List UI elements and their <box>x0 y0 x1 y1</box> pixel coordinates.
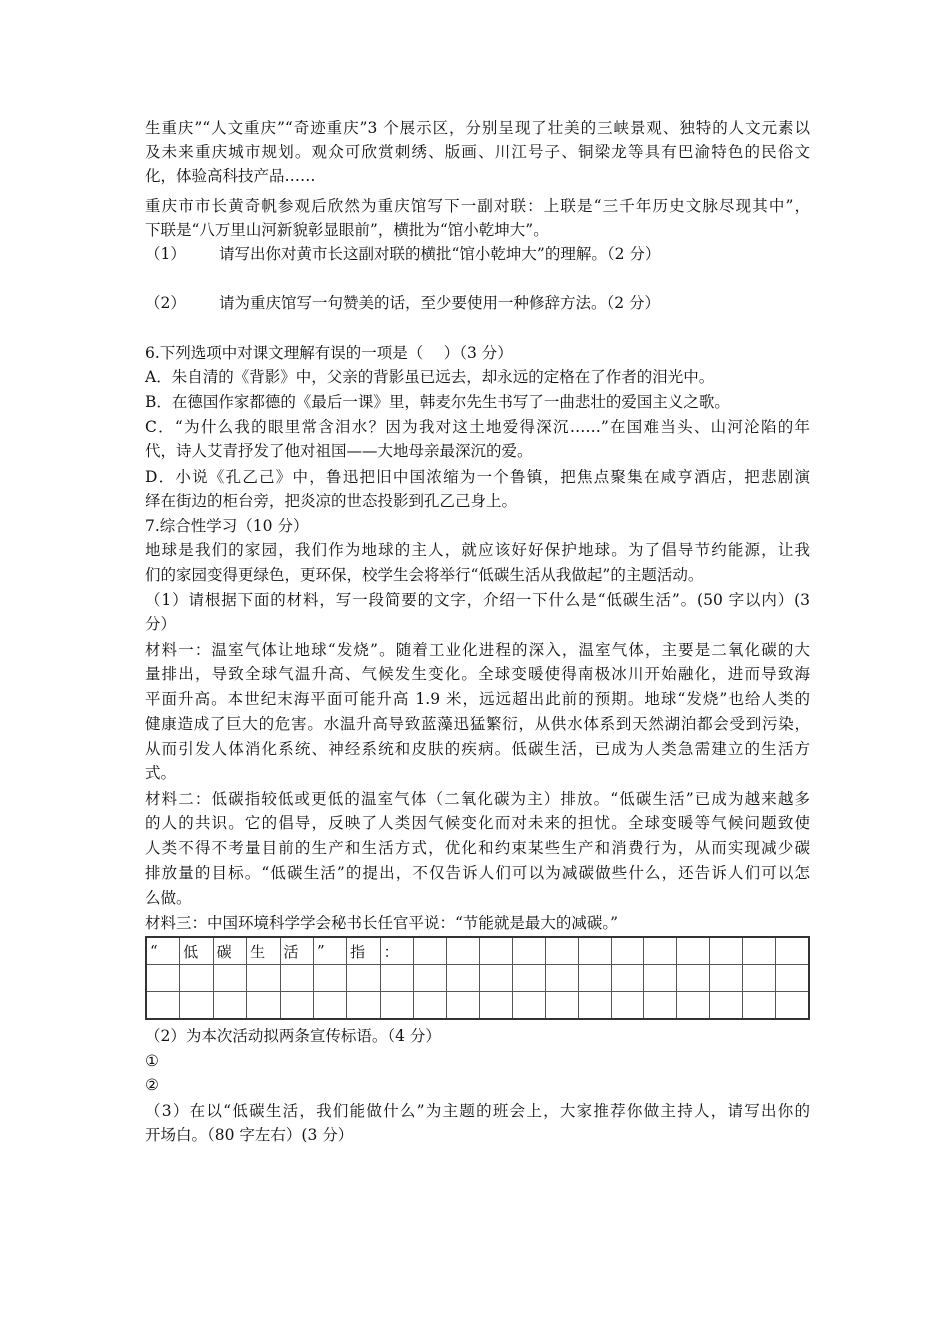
answer-grid-cell[interactable] <box>280 965 313 992</box>
q7-material-line: 材料三：中国环境科学学会秘书长任官平说：“节能就是最大的减碳。” <box>145 914 619 932</box>
q7-sub-question-3: （3）在以“低碳生活，我们能做什么”为主题的班会上，大家推荐你做主持人，请写出你的 <box>145 1102 810 1120</box>
q6-option-c: C．“为什么我的眼里常含泪水？因为我对这土地爱得深沉……”在国难当头、山河沦陷的年 <box>145 418 810 436</box>
q7-material-line: 健康造成了巨大的危害。水温升高导致蓝藻迅猛繁衍，从供水体系到天然湖泊都会受到污染， <box>145 715 810 733</box>
answer-grid-cell[interactable] <box>247 965 280 992</box>
q7-line: 们的家园变得更绿色，更环保，校学生会将举行“低碳生活从我做起”的主题活动。 <box>145 566 704 584</box>
answer-grid-cell[interactable]: 碳 <box>213 937 246 965</box>
paragraph-line: 下联是“八万里山河新貌彰显眼前”，横批为“馆小乾坤大”。 <box>145 221 549 239</box>
answer-grid-cell[interactable]: ： <box>380 937 413 965</box>
q7-material-line: 量排出，导致全球气温升高、气候发生变化。全球变暖使得南极冰川开始融化，进而导致海 <box>145 665 810 683</box>
answer-grid-cell[interactable] <box>776 937 809 965</box>
q7-material-line: 平面升高。本世纪末海平面可能升高 1.9 米，远远超出此前的预期。地球“发烧”也给人类的 <box>145 690 810 708</box>
answer-grid-cell[interactable] <box>743 965 776 992</box>
q5-sub-text: 请为重庆馆写一句赞美的话，至少要使用一种修辞方法。（2 分） <box>219 294 661 312</box>
answer-grid-cell[interactable] <box>545 992 578 1020</box>
answer-grid-row <box>146 965 809 992</box>
slogan-marker-1: ① <box>145 1052 159 1070</box>
answer-grid-cell[interactable] <box>578 992 611 1020</box>
answer-grid-cell[interactable] <box>313 965 346 992</box>
answer-grid-row <box>146 992 809 1020</box>
q7-sub-question-2: （2）为本次活动拟两条宣传标语。（4 分） <box>145 1027 441 1045</box>
paragraph-line: 生重庆”“人文重庆”“奇迹重庆”3 个展示区，分别呈现了壮美的三峡景观、独特的人文元素以 <box>145 119 810 137</box>
answer-grid-cell[interactable] <box>446 937 479 965</box>
answer-grid-cell[interactable] <box>280 992 313 1020</box>
answer-grid-cell[interactable] <box>446 992 479 1020</box>
paragraph-line: 及未来重庆城市规划。观众可欣赏刺绣、版画、川江号子、铜梁龙等具有巴渝特色的民俗文 <box>145 143 810 161</box>
answer-grid-cell[interactable] <box>414 965 447 992</box>
q7-material-line: 的人的共识。它的倡导，反映了人类因气候变化而对未来的担忧。全球变暖等气候问题致使 <box>145 814 810 832</box>
answer-grid-cell[interactable] <box>611 937 644 965</box>
q6-title: 6.下列选项中对课文理解有误的一项是（ ）（3 分） <box>145 344 513 362</box>
answer-grid-cell[interactable] <box>710 992 743 1020</box>
q5-sub-question-1 <box>145 242 660 266</box>
answer-grid-cell[interactable] <box>479 937 512 965</box>
answer-grid-cell[interactable] <box>611 965 644 992</box>
answer-grid-cell[interactable] <box>677 937 710 965</box>
answer-grid-cell[interactable] <box>578 937 611 965</box>
answer-grid-cell[interactable]: 低 <box>180 937 213 965</box>
q6-option-d-cont: 绎在街边的柜台旁，把炎凉的世态投影到孔乙己身上。 <box>145 492 518 510</box>
answer-grid-cell[interactable] <box>146 965 180 992</box>
answer-grid-cell[interactable] <box>644 992 677 1020</box>
answer-grid-cell[interactable] <box>213 965 246 992</box>
q6-option-c-cont: 代，诗人艾青抒发了他对祖国——大地母亲最深沉的爱。 <box>145 442 533 460</box>
answer-grid-cell[interactable] <box>347 992 380 1020</box>
paragraph-line: 重庆市市长黄奇帆参观后欣然为重庆馆写下一副对联：上联是“三千年历史文脉尽现其中”， <box>145 197 810 215</box>
q5-sub-question-2 <box>145 291 660 315</box>
answer-grid-cell[interactable] <box>247 992 280 1020</box>
answer-grid-cell[interactable] <box>743 992 776 1020</box>
answer-grid-cell[interactable] <box>213 992 246 1020</box>
q7-material-line: 从而引发人体消化系统、神经系统和皮肤的疾病。低碳生活，已成为人类急需建立的生活方 <box>145 740 810 758</box>
answer-grid-cell[interactable] <box>512 937 545 965</box>
answer-grid-cell[interactable]: “ <box>146 937 180 965</box>
paragraph-line: 化，体验高科技产品…… <box>145 167 316 185</box>
answer-grid-cell[interactable]: 指 <box>347 937 380 965</box>
slogan-marker-2: ② <box>145 1076 159 1094</box>
q7-material-line: 式。 <box>145 764 177 782</box>
q6-option-b: B．在德国作家都德的《最后一课》里，韩麦尔先生书写了一曲悲壮的爱国主义之歌。 <box>145 393 730 411</box>
answer-grid-cell[interactable] <box>512 992 545 1020</box>
answer-grid-cell[interactable]: 生 <box>247 937 280 965</box>
answer-grid-cell[interactable] <box>380 965 413 992</box>
answer-grid-cell[interactable] <box>545 937 578 965</box>
answer-grid-cell[interactable] <box>710 965 743 992</box>
q7-material-line: 人类不得不考量目前的生产和生活方式，优化和约束某些生产和消费行为，从而实现减少碳 <box>145 839 810 857</box>
answer-grid-cell[interactable] <box>313 992 346 1020</box>
answer-grid-cell[interactable] <box>180 992 213 1020</box>
answer-grid-cell[interactable] <box>611 992 644 1020</box>
q7-title: 7.综合性学习（10 分） <box>145 517 309 535</box>
answer-grid-cell[interactable] <box>677 992 710 1020</box>
q7-line: （1）请根据下面的材料，写一段简要的文字，介绍一下什么是“低碳生活”。(50 字以内）(3 <box>145 591 810 609</box>
answer-grid-cell[interactable] <box>776 965 809 992</box>
answer-grid-cell[interactable] <box>479 992 512 1020</box>
answer-grid-row <box>146 937 809 965</box>
q6-option-a: A．朱自清的《背影》中，父亲的背影虽已远去，却永远的定格在了作者的泪光中。 <box>145 368 715 386</box>
answer-grid-cell[interactable] <box>380 992 413 1020</box>
answer-grid-cell[interactable] <box>545 965 578 992</box>
answer-grid-cell[interactable] <box>644 937 677 965</box>
q7-material-line: 材料一：温室气体让地球“发烧”。随着工业化进程的深入，温室气体，主要是二氧化碳的大 <box>145 641 810 659</box>
q7-line: 地球是我们的家园，我们作为地球的主人，就应该好好保护地球。为了倡导节约能源，让我 <box>145 541 810 559</box>
q6-option-d: D．小说《孔乙己》中，鲁迅把旧中国浓缩为一个鲁镇，把焦点聚集在咸亨酒店，把悲剧演 <box>145 468 810 486</box>
answer-grid-cell[interactable] <box>146 992 180 1020</box>
q5-sub-text: 请写出你对黄市长这副对联的横批“馆小乾坤大”的理解。（2 分） <box>219 245 661 263</box>
answer-grid-cell[interactable] <box>677 965 710 992</box>
answer-grid-cell[interactable] <box>414 992 447 1020</box>
q5-sub-label: （1） <box>145 245 186 263</box>
answer-grid-cell[interactable] <box>743 937 776 965</box>
q7-sub-question-3-cont: 开场白。（80 字左右）(3 分） <box>145 1126 354 1144</box>
answer-grid-cell[interactable]: ” <box>313 937 346 965</box>
q7-material-line: 材料二：低碳指较低或更低的温室气体（二氧化碳为主）排放。“低碳生活”已成为越来越多 <box>145 790 810 808</box>
answer-grid-cell[interactable] <box>710 937 743 965</box>
q7-material-line: 么做。 <box>145 889 192 907</box>
q5-sub-label: （2） <box>145 294 186 312</box>
answer-grid-cell[interactable] <box>479 965 512 992</box>
answer-grid-cell[interactable] <box>446 965 479 992</box>
answer-grid-cell[interactable] <box>776 992 809 1020</box>
answer-grid-cell[interactable] <box>347 965 380 992</box>
answer-grid-cell[interactable]: 活 <box>280 937 313 965</box>
answer-grid-cell[interactable] <box>578 965 611 992</box>
answer-grid[interactable] <box>145 936 810 1020</box>
q7-material-line: 排放量的目标。“低碳生活”的提出，不仅告诉人们可以为减碳做些什么，还告诉人们可以怎 <box>145 864 810 882</box>
answer-grid-cell[interactable] <box>644 965 677 992</box>
answer-grid-cell[interactable] <box>414 937 447 965</box>
q7-line: 分） <box>145 615 177 633</box>
answer-grid-cell[interactable] <box>180 965 213 992</box>
answer-grid-cell[interactable] <box>512 965 545 992</box>
